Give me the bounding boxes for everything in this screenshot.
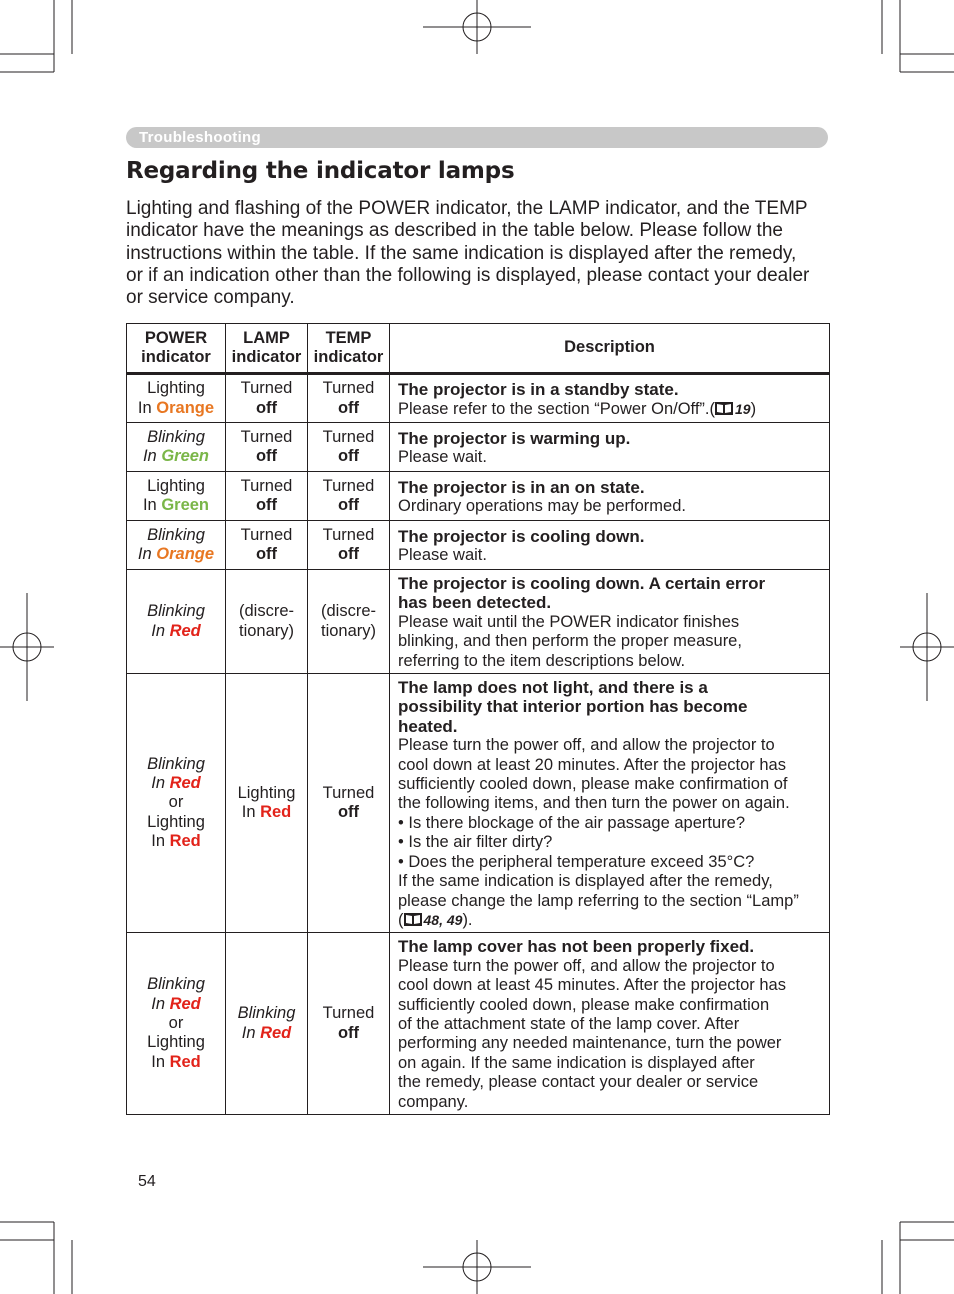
lamp-state: Blinking In Red (226, 933, 308, 1115)
description-cell: The projector is in an on state. Ordinary operations may be performed. (390, 472, 830, 521)
description-cell: The lamp cover has not been properly fixed. Please turn the power off, and allow the projector to cool down at least 45 minutes. After the projector has sufficiently cooled down, please make confirmation of the attachment state of the lamp cover. After performing any needed maintenance, turn the power on again. If the same indication is displayed after the remedy, please contact your dealer or service company. (390, 933, 830, 1115)
power-state: Blinking In Red (127, 570, 226, 674)
description-cell: The projector is in a standby state. Please refer to the section “Power On/Off”.( 19) (390, 374, 830, 423)
lamp-state: Turned off (226, 472, 308, 521)
table-row (127, 674, 830, 933)
power-state: Blinking In Red or Lighting In Red (127, 674, 226, 933)
lamp-state: Turned off (226, 423, 308, 472)
page-title: Regarding the indicator lamps (126, 158, 515, 184)
table-row (127, 423, 830, 472)
power-state: Blinking In Red or Lighting In Red (127, 933, 226, 1115)
table-row (127, 374, 830, 423)
power-state: Blinking In Green (127, 423, 226, 472)
section-header-bar (126, 127, 828, 148)
intro-line: or service company. (126, 287, 295, 309)
temp-state: Turned off (308, 674, 390, 933)
intro-line: indicator have the meanings as described in the table below. Please follow the (126, 220, 783, 242)
temp-state: Turned off (308, 374, 390, 423)
power-state: Blinking In Orange (127, 521, 226, 570)
power-state: Lighting In Orange (127, 374, 226, 423)
lamp-header: LAMP indicator (226, 324, 308, 374)
table-row (127, 933, 830, 1115)
temp-state: Turned off (308, 472, 390, 521)
page-reference: 19 (735, 400, 751, 417)
table-row (127, 472, 830, 521)
description-cell: The projector is cooling down. Please wait. (390, 521, 830, 570)
lamp-state: Lighting In Red (226, 674, 308, 933)
table-row (127, 521, 830, 570)
table-header-row (127, 324, 830, 374)
lamp-state: (discre- tionary) (226, 570, 308, 674)
description-cell: The projector is cooling down. A certain error has been detected. Please wait until the POWER indicator finishes blinking, and then perform the proper measure, referring to the item descriptions below. (390, 570, 830, 674)
book-reference-icon (715, 402, 733, 415)
temp-header: TEMP indicator (308, 324, 390, 374)
description-header: Description (390, 324, 830, 374)
page-reference: 48, 49 (423, 911, 463, 928)
intro-line: instructions within the table. If the same indication is displayed after the remedy, (126, 242, 797, 264)
section-label: Troubleshooting (139, 129, 261, 146)
indicator-table (126, 323, 830, 1115)
lamp-state: Turned off (226, 374, 308, 423)
page-number: 54 (138, 1173, 156, 1190)
description-cell: The lamp does not light, and there is a possibility that interior portion has become heated. Please turn the power off, and allow the projector to cool down at least 20 minutes. After the projector has sufficiently cooled down, please make confirmation of the following items, and then turn the power on again. • Is there blockage of the air passage aperture? • Is the air filter dirty? • Does the peripheral temperature exceed 35°C? If the same indication is displayed after the remedy, please change the lamp referring to the section “Lamp” ( 48, 49). (390, 674, 830, 933)
book-reference-icon (404, 913, 422, 926)
power-state: Lighting In Green (127, 472, 226, 521)
lamp-state: Turned off (226, 521, 308, 570)
temp-state: Turned off (308, 521, 390, 570)
power-header: POWER indicator (127, 324, 226, 374)
intro-paragraph (126, 198, 832, 309)
description-cell: The projector is warming up. Please wait. (390, 423, 830, 472)
temp-state: Turned off (308, 933, 390, 1115)
temp-state: Turned off (308, 423, 390, 472)
intro-line: or if an indication other than the following is displayed, please contact your dealer (126, 264, 810, 286)
table-row (127, 570, 830, 674)
temp-state: (discre- tionary) (308, 570, 390, 674)
intro-line: Lighting and flashing of the POWER indicator, the LAMP indicator, and the TEMP (126, 198, 808, 219)
